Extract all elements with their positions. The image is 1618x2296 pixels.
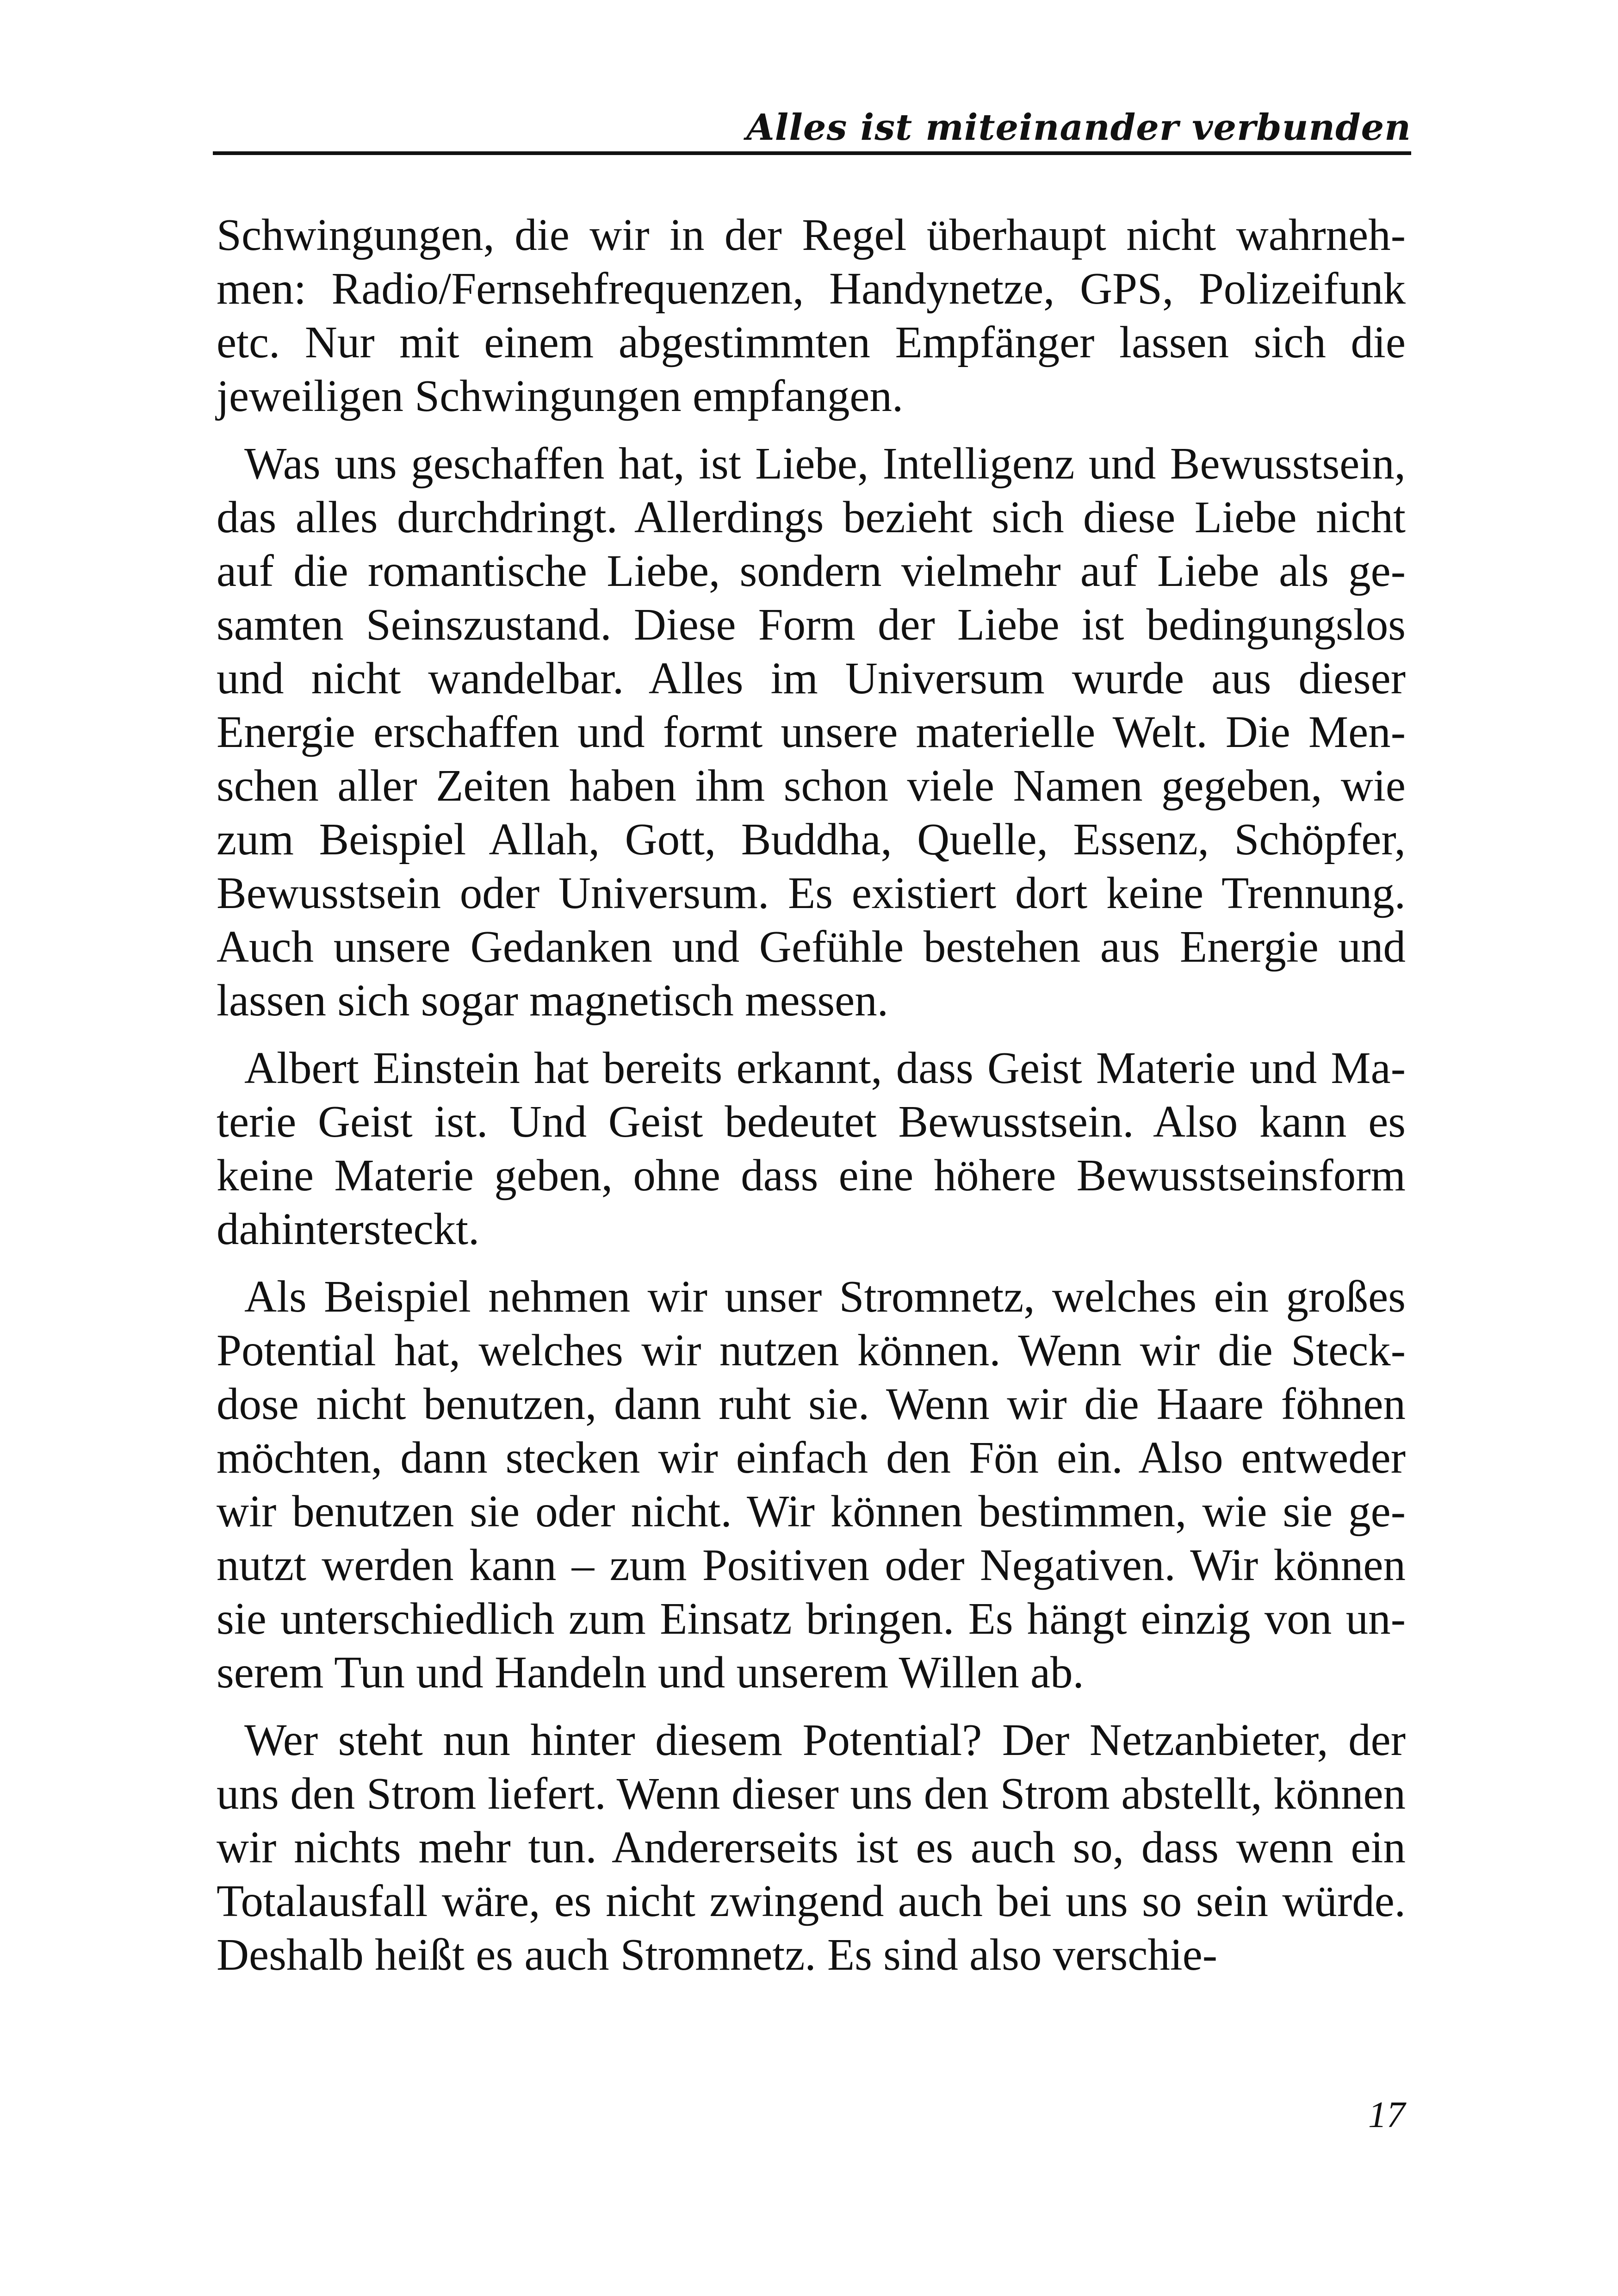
body-text bbox=[217, 208, 1406, 1996]
paragraph: Albert Einstein hat bereits erkannt, dass Geist Materie und Materie Geist ist. Und Geist bedeutet Bewusstsein. Also kann es keine Materie geben, ohne dass eine höhere Bewusstseinsform dahintersteckt. bbox=[217, 1043, 1406, 1254]
page-number: 17 bbox=[1368, 2095, 1405, 2135]
running-header bbox=[213, 100, 1411, 155]
paragraph: Schwingungen, die wir in der Regel überhaupt nicht wahrnehmen: Radio/Fernsehfrequenzen, Handynetze, GPS, Polizeifunk etc. Nur mit einem abgestimmten Empfänger lassen sich die jeweiligen Schwingungen empfangen. bbox=[217, 210, 1406, 421]
paragraph: Als Beispiel nehmen wir unser Stromnetz, welches ein großes Potential hat, welches wir nutzen können. Wenn wir die Steckdose nicht benutzen, dann ruht sie. Wenn wir die Haare föhnen möchten, dann stecken wir einfach den Fön ein. Also entweder wir benutzen sie oder nicht. Wir können bestimmen, wie sie genutzt werden kann – zum Positiven oder Negativen. Wir können sie unterschiedlich zum Einsatz bringen. Es hängt einzig von unserem Tun und Handeln und unserem Willen ab. bbox=[217, 1272, 1406, 1697]
paragraph: Wer steht nun hinter diesem Potential? Der Netzanbieter, der uns den Strom liefert. Wenn dieser uns den Strom abstellt, können wir nichts mehr tun. Andererseits ist es auch so, dass wenn ein Totalausfall wäre, es nicht zwingend auch bei uns so sein würde. Deshalb heißt es auch Stromnetz. Es sind also verschie- bbox=[217, 1715, 1406, 1979]
paragraph: Was uns geschaffen hat, ist Liebe, Intelligenz und Bewusstsein, das alles durchdringt. Allerdings bezieht sich diese Liebe nicht auf die romantische Liebe, sondern vielmehr auf Liebe als gesamten Seinszustand. Diese Form der Liebe ist bedingungslos und nicht wandelbar. Alles im Universum wurde aus dieser Energie erschaffen und formt unsere materielle Welt. Die Menschen aller Zeiten haben ihm schon viele Namen gegeben, wie zum Beispiel Allah, Gott, Buddha, Quelle, Essenz, Schöpfer, Bewusstsein oder Universum. Es existiert dort keine Trennung. Auch unsere Gedanken und Gefühle bestehen aus Energie und lassen sich sogar magnetisch messen. bbox=[217, 439, 1406, 1025]
running-title: Alles ist miteinander verbunden bbox=[746, 106, 1411, 149]
